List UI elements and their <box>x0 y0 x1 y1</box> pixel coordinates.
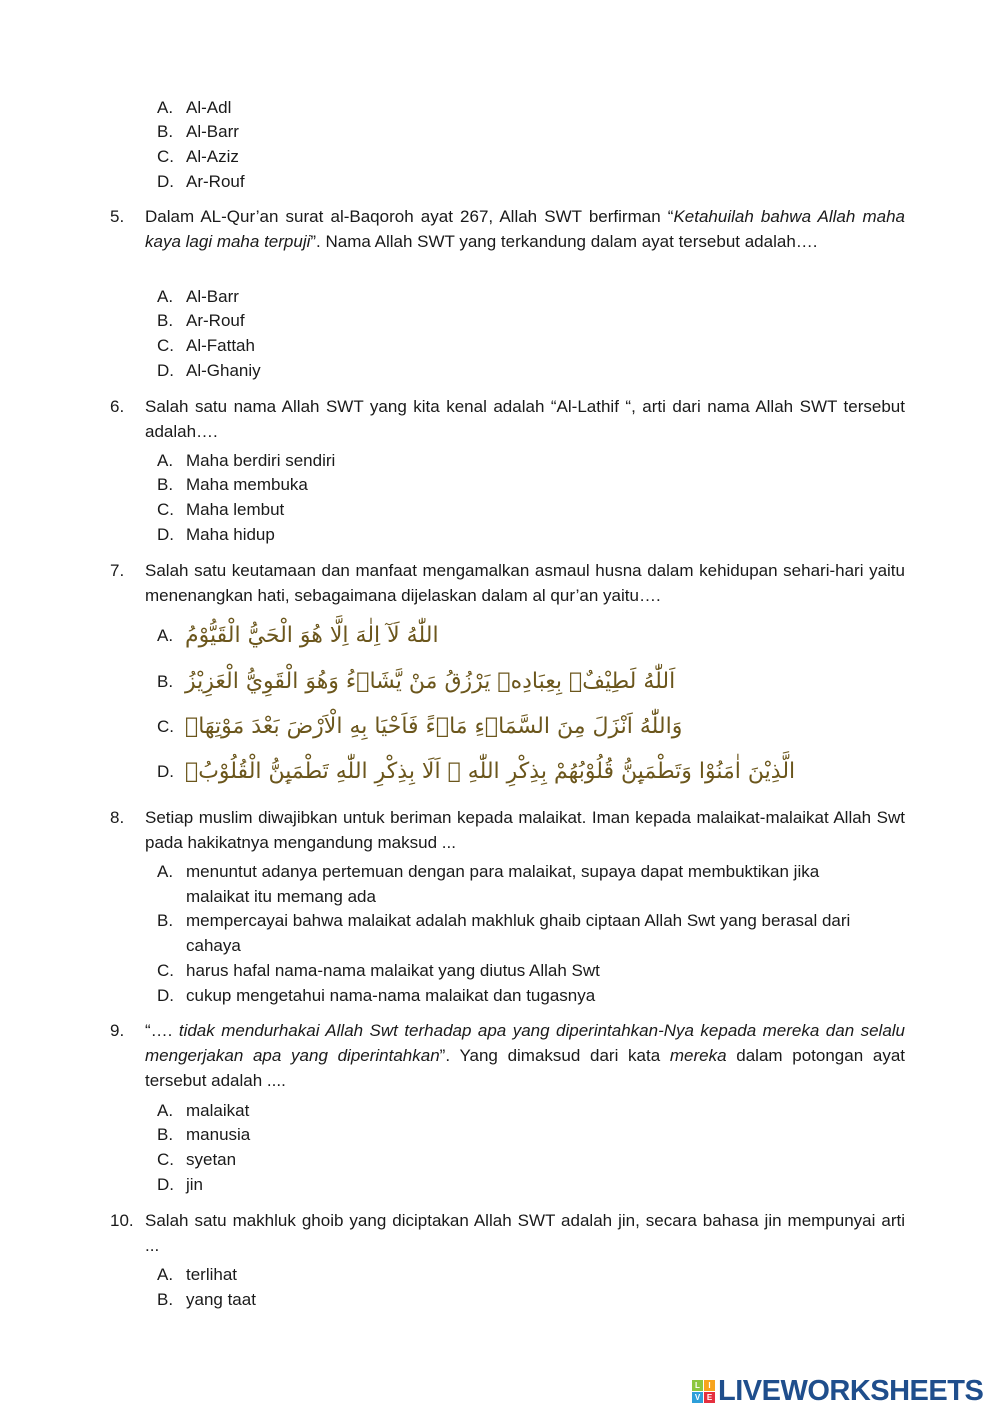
question-text-part: dalam potongan ayat tersebut adalah .... <box>145 1046 905 1090</box>
question-number: 10. <box>110 1211 134 1230</box>
logo-tile: E <box>704 1392 715 1403</box>
question-text: Salah satu keutamaan dan manfaat mengamalkan asmaul husna dalam kehidupan sehari-hari yaitu menenangkan hati, sebagaimana dijelaskan dalam al qur’an yaitu…. <box>145 561 905 605</box>
option-text: yang taat <box>186 1290 256 1309</box>
question-number: 6. <box>110 397 125 416</box>
option-letter: D. <box>157 1175 174 1194</box>
question-6 <box>110 394 905 444</box>
option-text: Al-Barr <box>186 122 239 141</box>
option-letter: C. <box>157 336 174 355</box>
option-letter: A. <box>157 98 174 117</box>
q5-option-d[interactable] <box>157 359 897 384</box>
question-number: 5. <box>110 207 125 226</box>
arabic-verse: الَّذِيْنَ اٰمَنُوْا وَتَطْمَىِٕنُّ قُلُوْبُهُمْ بِذِكْرِ اللّٰهِ ۗ اَلَا بِذِكْرِ اللّٰهِ تَطْمَىِٕنُّ الْقُلُوْبُۗ <box>185 759 796 784</box>
option-text: Al-Barr <box>186 287 239 306</box>
option-letter: A. <box>157 626 174 645</box>
question-5 <box>110 204 905 254</box>
logo-tile: I <box>704 1380 715 1391</box>
q9-option-a[interactable] <box>157 1099 897 1124</box>
option-text: Al-Aziz <box>186 147 239 166</box>
option-text: Ar-Rouf <box>186 172 245 191</box>
logo-tile: L <box>692 1380 703 1391</box>
option-letter: B. <box>157 1125 174 1144</box>
q7-option-c[interactable] <box>157 707 682 747</box>
option-text: manusia <box>186 1125 251 1144</box>
q7-option-a[interactable] <box>157 616 439 656</box>
q10-option-b[interactable] <box>157 1288 897 1313</box>
q4-option-a[interactable] <box>157 96 897 121</box>
q6-option-c[interactable] <box>157 498 897 523</box>
question-text: Salah satu makhluk ghoib yang diciptakan Allah SWT adalah jin, secara bahasa jin mempunyai arti ... <box>145 1211 905 1255</box>
question-10 <box>110 1208 905 1258</box>
option-letter: C. <box>157 1150 174 1169</box>
option-text: Maha hidup <box>186 525 275 544</box>
liveworksheets-logo[interactable] <box>692 1374 984 1407</box>
question-text-part: ”. Nama Allah SWT yang terkandung dalam ayat tersebut adalah…. <box>310 232 818 251</box>
arabic-verse: اَللّٰهُ لَطِيْفٌۢ بِعِبَادِهٖ يَرْزُقُ مَنْ يَّشَاۤءُ وَهُوَ الْقَوِيُّ الْعَزِيْزُ <box>185 669 676 694</box>
option-letter: B. <box>157 911 174 930</box>
option-text: terlihat <box>186 1265 238 1284</box>
question-text-part: ”. Yang dimaksud dari kata <box>439 1046 670 1065</box>
option-text: malaikat <box>186 1101 250 1120</box>
q9-option-d[interactable] <box>157 1173 897 1198</box>
q7-option-d[interactable] <box>157 752 795 792</box>
option-letter: A. <box>157 287 174 306</box>
option-letter: D. <box>157 762 174 781</box>
option-text: Al-Adl <box>186 98 232 117</box>
q6-option-a[interactable] <box>157 449 897 474</box>
option-text: mempercayai bahwa malaikat adalah makhluk ghaib ciptaan Allah Swt yang berasal dari cahaya <box>186 911 851 955</box>
option-letter: A. <box>157 451 174 470</box>
option-text: Ar-Rouf <box>186 311 245 330</box>
quoted-verse: tidak mendurhakai Allah Swt terhadap apa yang diperintahkan-Nya kepada mereka dan selalu mengerjakan apa yang diperintahkan <box>145 1021 906 1065</box>
question-8 <box>110 805 905 855</box>
option-letter: D. <box>157 172 174 191</box>
question-text-part: “…. <box>145 1021 179 1040</box>
question-text-part: Dalam AL-Qur’an surat al-Baqoroh ayat 267, Allah SWT berfirman “ <box>145 207 674 226</box>
option-text: jin <box>186 1175 204 1194</box>
option-letter: C. <box>157 147 174 166</box>
logo-text: LIVEWORKSHEETS <box>718 1374 984 1407</box>
question-text: Setiap muslim diwajibkan untuk beriman kepada malaikat. Iman kepada malaikat-malaikat Allah Swt pada hakikatnya mengandung maksud ... <box>145 808 905 852</box>
q10-option-a[interactable] <box>157 1263 897 1288</box>
question-number: 7. <box>110 561 125 580</box>
question-text: Salah satu nama Allah SWT yang kita kenal adalah “Al-Lathif “, arti dari nama Allah SWT tersebut adalah…. <box>145 397 905 441</box>
q4-option-c[interactable] <box>157 145 897 170</box>
logo-tiles-icon <box>692 1380 715 1403</box>
option-letter: B. <box>157 311 174 330</box>
question-number: 8. <box>110 808 125 827</box>
option-letter: C. <box>157 961 174 980</box>
option-text: Maha membuka <box>186 475 308 494</box>
q5-option-c[interactable] <box>157 334 897 359</box>
q9-option-b[interactable] <box>157 1123 897 1148</box>
option-letter: C. <box>157 500 174 519</box>
q9-option-c[interactable] <box>157 1148 897 1173</box>
option-letter: A. <box>157 1101 174 1120</box>
option-letter: D. <box>157 525 174 544</box>
q7-option-b[interactable] <box>157 662 675 702</box>
logo-tile: V <box>692 1392 703 1403</box>
question-number: 9. <box>110 1021 125 1040</box>
arabic-verse: اللّٰهُ لَآ اِلٰهَ اِلَّا هُوَ الْحَيُّ الْقَيُّوْمُ <box>185 623 439 648</box>
q8-option-c[interactable] <box>157 959 897 984</box>
option-letter: A. <box>157 1265 174 1284</box>
q8-option-d[interactable] <box>157 984 897 1009</box>
quoted-verse: Ketahuilah bahwa Allah maha kaya lagi maha terpuji <box>145 207 905 251</box>
option-letter: A. <box>157 862 174 881</box>
option-letter: B. <box>157 1290 174 1309</box>
question-text <box>145 1018 905 1093</box>
option-letter: B. <box>157 122 174 141</box>
option-text: Maha berdiri sendiri <box>186 451 336 470</box>
option-text: menuntut adanya pertemuan dengan para malaikat, supaya dapat membuktikan jika malaikat itu memang ada <box>186 862 820 906</box>
q4-option-d[interactable] <box>157 170 897 195</box>
option-text: Al-Ghaniy <box>186 361 261 380</box>
question-7 <box>110 558 905 608</box>
option-text: Al-Fattah <box>186 336 255 355</box>
q8-option-a[interactable] <box>157 860 882 909</box>
q5-option-a[interactable] <box>157 285 897 310</box>
question-text <box>145 204 905 254</box>
option-letter: D. <box>157 986 174 1005</box>
option-letter: B. <box>157 475 174 494</box>
option-letter: C. <box>157 717 174 736</box>
arabic-verse: وَاللّٰهُ اَنْزَلَ مِنَ السَّمَاۤءِ مَاۤءً فَاَحْيَا بِهِ الْاَرْضَ بَعْدَ مَوْتِهَاۗ <box>185 714 683 739</box>
question-9 <box>110 1018 905 1093</box>
q5-option-b[interactable] <box>157 309 897 334</box>
q8-option-b[interactable] <box>157 909 907 958</box>
option-letter: B. <box>157 672 174 691</box>
option-text: syetan <box>186 1150 237 1169</box>
emphasized-word: mereka <box>669 1046 727 1065</box>
option-text: Maha lembut <box>186 500 285 519</box>
q6-option-b[interactable] <box>157 473 897 498</box>
option-letter: D. <box>157 361 174 380</box>
option-text: harus hafal nama-nama malaikat yang diutus Allah Swt <box>186 961 600 980</box>
q6-option-d[interactable] <box>157 523 897 548</box>
q4-option-b[interactable] <box>157 120 897 145</box>
option-text: cukup mengetahui nama-nama malaikat dan tugasnya <box>186 986 596 1005</box>
